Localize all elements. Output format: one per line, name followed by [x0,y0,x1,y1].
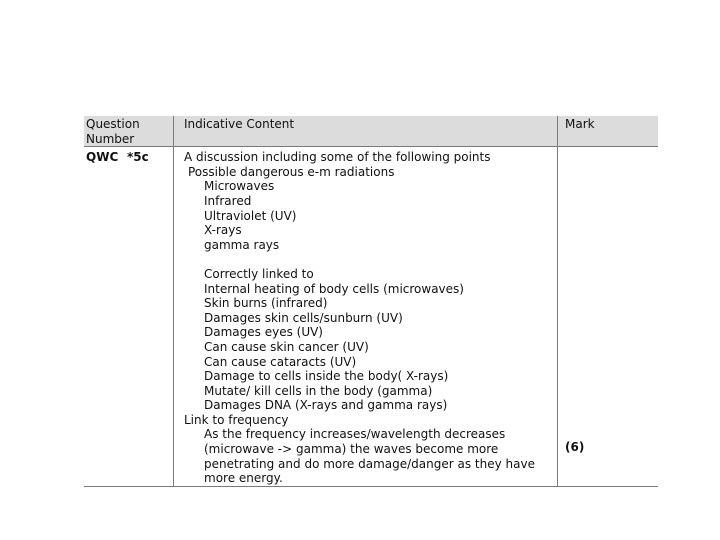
radiations-heading: Possible dangerous e-m radiations [188,164,395,179]
frequency-line: penetrating and do more damage/danger as they have [204,456,535,471]
linked-heading: Correctly linked to [204,266,314,281]
list-item: Can cause cataracts (UV) [204,354,357,369]
list-item: Damage to cells inside the body( X-rays) [204,369,449,384]
list-item: Internal heating of body cells (microwaves) [204,281,464,296]
list-item: Damages DNA (X-rays and gamma rays) [204,398,448,413]
header-question-number-label: Question Number [86,117,140,146]
frequency-line: As the frequency increases/wavelength decreases [204,427,506,442]
list-item: Mutate/ kill cells in the body (gamma) [204,383,433,398]
intro-text: A discussion including some of the following points [184,150,491,165]
list-item: Infrared [204,193,252,208]
frequency-line: more energy. [204,471,283,486]
header-question-number [84,116,174,147]
list-item: gamma rays [204,237,280,252]
frequency-heading: Link to frequency [184,412,289,427]
list-item: Ultraviolet (UV) [204,208,297,223]
mark-cell [558,147,659,487]
header-mark-label: Mark [565,117,595,131]
frequency-line: (microwave -> gamma) the waves become more [204,442,499,457]
list-item: Damages skin cells/sunburn (UV) [204,310,403,325]
header-indicative-content [174,116,558,147]
spacer [184,252,557,267]
list-item: Can cause skin cancer (UV) [204,339,369,354]
mark-value: (6) [565,440,585,455]
header-mark [558,116,659,147]
mark-scheme-sheet [84,116,658,487]
qwc-label: QWC [86,150,119,165]
content-cell [174,147,558,487]
list-item: Microwaves [204,179,275,194]
mark-scheme-table [84,116,658,487]
list-item: X-rays [204,223,242,238]
list-item: Skin burns (infrared) [204,296,328,311]
question-number: *5c [127,150,149,165]
table-row [84,147,658,487]
question-cell [84,147,174,487]
table-header-row [84,116,658,147]
header-indicative-content-label: Indicative Content [184,117,295,131]
list-item: Damages eyes (UV) [204,325,323,340]
